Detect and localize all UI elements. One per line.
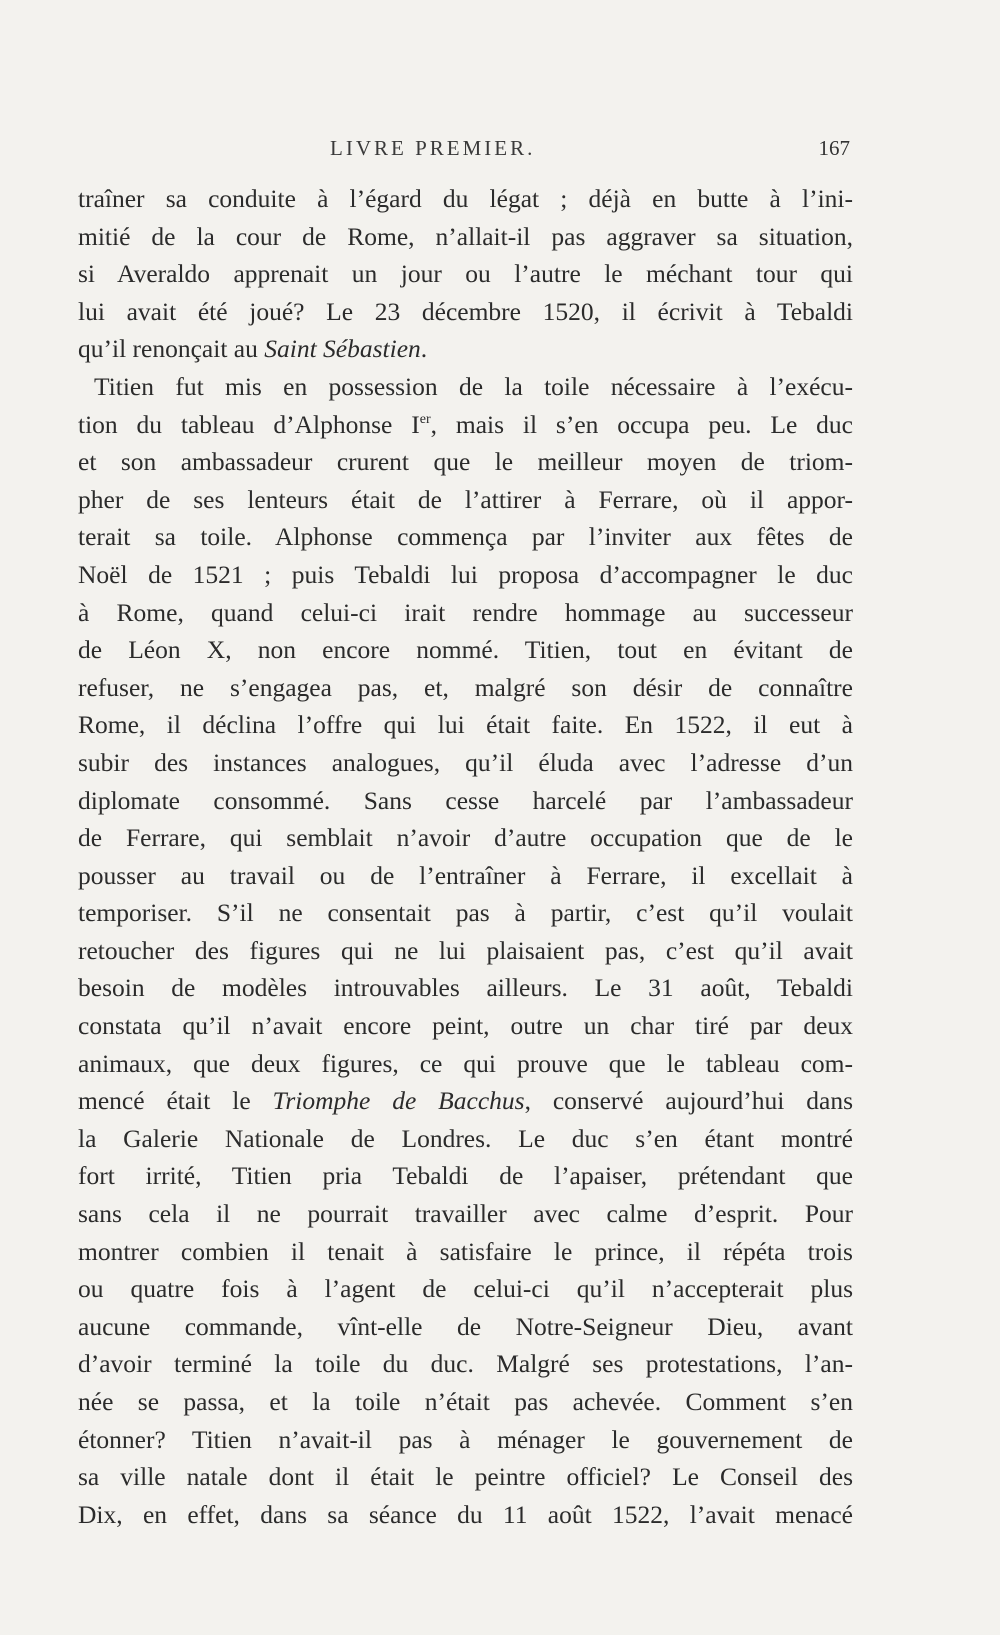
text-line-18: de Ferrare, qui semblait n’avoir d’autre occupation que de le	[78, 823, 853, 853]
text-line-7	[78, 406, 853, 444]
text-line-1: traîner sa conduite à l’égard du légat ; déjà en butte à l’ini-	[78, 184, 853, 213]
text-run: qu’il renonçait au	[78, 334, 265, 364]
text-run: mencé était le	[78, 1086, 273, 1116]
text-line-14: refuser, ne s’engagea pas, et, malgré son désir de connaître	[78, 672, 853, 702]
text-line-19: pousser au travail ou de l’entraîner à Ferrare, il excellait à	[78, 860, 853, 890]
text-line-5	[78, 330, 853, 368]
italic-title-saint-sebastien: Saint Sébastien	[264, 334, 421, 364]
text-run: , conservé aujourd’hui dans	[524, 1086, 853, 1116]
text-line-31: aucune commande, vînt-elle de Notre-Seigneur Dieu, avant	[78, 1311, 853, 1341]
text-line-24: animaux, que deux figures, ce qui prouve que le tableau com-	[78, 1048, 853, 1078]
text-line-8: et son ambassadeur crurent que le meilleur moyen de triom-	[78, 447, 853, 477]
text-line-26: la Galerie Nationale de Londres. Le duc s’en étant montré	[78, 1123, 853, 1153]
text-line-21: retoucher des figures qui ne lui plaisaient pas, c’est qu’il avait	[78, 935, 853, 965]
running-title: LIVRE PREMIER.	[330, 136, 536, 160]
text-line-32: d’avoir terminé la toile du duc. Malgré ses protestations, l’an-	[78, 1349, 853, 1379]
text-line-25	[78, 1082, 853, 1120]
text-line-3: si Averaldo apprenait un jour ou l’autre le méchant tour qui	[78, 259, 853, 289]
text-line-30: ou quatre fois à l’agent de celui-ci qu’il n’accepterait plus	[78, 1274, 853, 1304]
text-line-28: sans cela il ne pourrait travailler avec calme d’esprit. Pour	[78, 1199, 853, 1229]
text-line-33: née se passa, et la toile n’était pas achevée. Comment s’en	[78, 1387, 853, 1416]
text-line-2: mitié de la cour de Rome, n’allait-il pas aggraver sa situation,	[78, 221, 853, 251]
text-run: .	[420, 334, 428, 364]
text-run: , mais il s’en occupa peu. Le duc	[430, 409, 853, 439]
body-text	[78, 180, 853, 1533]
text-line-13: de Léon X, non encore nommé. Titien, tout en évitant de	[78, 635, 853, 665]
text-line-16: subir des instances analogues, qu’il éluda avec l’adresse d’un	[78, 747, 853, 777]
text-line-20: temporiser. S’il ne consentait pas à partir, c’est qu’il voulait	[78, 898, 853, 928]
text-line-10: terait sa toile. Alphonse commença par l’inviter aux fêtes de	[78, 522, 853, 552]
text-line-6: Titien fut mis en possession de la toile nécessaire à l’exécu-	[94, 371, 853, 401]
text-line-35: sa ville natale dont il était le peintre officiel? Le Conseil des	[78, 1462, 853, 1492]
text-line-36: Dix, en effet, dans sa séance du 11 août 1522, l’avait menacé	[78, 1499, 853, 1529]
italic-title-triomphe-de-bacchus: Triomphe de Bacchus	[272, 1086, 525, 1116]
text-line-27: fort irrité, Titien pria Tebaldi de l’apaiser, prétendant que	[78, 1161, 853, 1191]
running-header	[80, 136, 850, 166]
text-line-4: lui avait été joué? Le 23 décembre 1520, il écrivit à Tebaldi	[78, 296, 853, 326]
text-line-12: à Rome, quand celui-ci irait rendre hommage au successeur	[78, 597, 853, 627]
page-number: 167	[818, 136, 850, 160]
text-line-15: Rome, il déclina l’offre qui lui était faite. En 1522, il eut à	[78, 710, 853, 740]
text-line-29: montrer combien il tenait à satisfaire le prince, il répéta trois	[78, 1236, 853, 1266]
text-line-9: pher de ses lenteurs était de l’attirer à Ferrare, où il appor-	[78, 484, 853, 514]
text-line-11: Noël de 1521 ; puis Tebaldi lui proposa d’accompagner le duc	[78, 559, 853, 589]
text-line-17: diplomate consommé. Sans cesse harcelé par l’ambassadeur	[78, 785, 853, 815]
text-run: tion du tableau d’Alphonse I	[78, 409, 420, 439]
text-line-34: étonner? Titien n’avait-il pas à ménager le gouvernement de	[78, 1424, 853, 1454]
text-line-23: constata qu’il n’avait encore peint, outre un char tiré par deux	[78, 1011, 853, 1041]
text-line-22: besoin de modèles introuvables ailleurs. Le 31 août, Tebaldi	[78, 973, 853, 1003]
superscript: er	[419, 411, 431, 427]
